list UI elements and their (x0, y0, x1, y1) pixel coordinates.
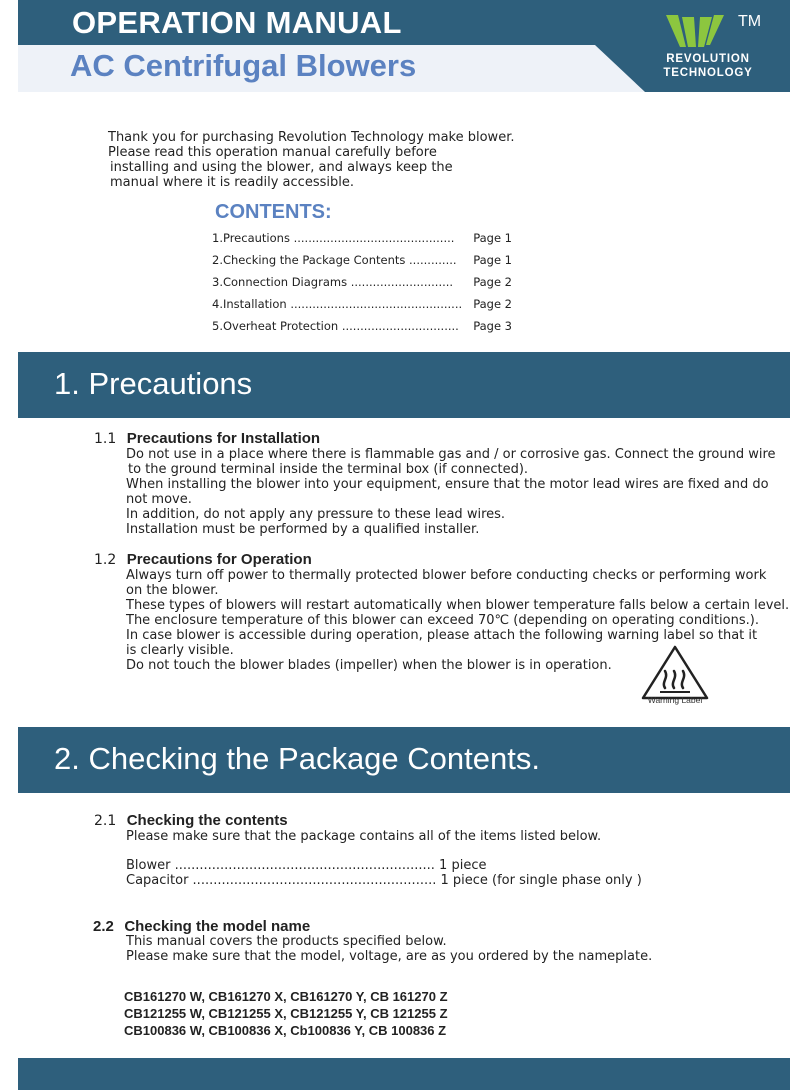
toc-item-page: Page 2 (473, 297, 512, 311)
intro-line: installing and using the blower, and always keep the (110, 160, 453, 175)
paragraph-line: Installation must be performed by a qualified installer. (126, 522, 480, 537)
paragraph-line: Please make sure that the model, voltage, are as you ordered by the nameplate. (126, 949, 653, 964)
toc-item-page: Page 1 (473, 231, 512, 245)
paragraph-line: Do not use in a place where there is flammable gas and / or corrosive gas. Connect the ground wire (126, 447, 776, 462)
toc-item-label: 3.Connection Diagrams ............................ (212, 275, 454, 289)
paragraph-line: This manual covers the products specified below. (126, 934, 447, 949)
subsection-number: 1.1 (94, 431, 117, 447)
toc-item-page: Page 3 (473, 319, 512, 333)
table-of-contents (212, 229, 512, 339)
intro-paragraph (108, 130, 548, 190)
toc-item-precautions[interactable] (212, 229, 512, 251)
paragraph-line: is clearly visible. (126, 643, 234, 658)
warning-label-caption: Warning Label (647, 695, 703, 705)
section-1-title: 1. Precautions (54, 366, 253, 401)
logo-line-revolution: REVOLUTION (666, 53, 750, 65)
section-1-banner (18, 352, 790, 418)
package-contents-intro: Please make sure that the package contains all of the items listed below. (126, 829, 602, 844)
trademark-mark: TM (738, 13, 762, 30)
list-item: Capacitor ........................................................... 1 piece (for single phase only ) (126, 873, 642, 888)
model-name-text (126, 934, 652, 964)
contents-heading: CONTENTS: (215, 201, 332, 223)
toc-item-installation[interactable] (212, 295, 512, 317)
subsection-number: 2.1 (94, 813, 117, 829)
list-item: Blower ............................................................... 1 piece (126, 858, 487, 873)
manual-title: OPERATION MANUAL (72, 5, 402, 40)
toc-item-overheat-protection[interactable] (212, 317, 512, 339)
section-2-title: 2. Checking the Package Contents. (54, 741, 540, 776)
subsection-2-2-heading (93, 918, 310, 935)
subsection-2-1-heading (94, 812, 288, 829)
paragraph-line: Do not touch the blower blades (impeller) when the blower is in operation. (126, 658, 612, 673)
subsection-1-1-heading (94, 430, 320, 447)
toc-item-label: 4.Installation ............................................... (212, 297, 463, 311)
paragraph-line: on the blower. (126, 583, 219, 598)
toc-item-package-contents[interactable] (212, 251, 512, 273)
toc-item-page: Page 1 (473, 253, 512, 267)
intro-line: Please read this operation manual carefully before (108, 145, 437, 160)
paragraph-line: The enclosure temperature of this blower can exceed 70℃ (depending on operating conditions.). (126, 613, 759, 628)
subsection-title: Checking the model name (124, 918, 311, 935)
revolution-leaf-logo-icon (666, 13, 724, 51)
paragraph-line: These types of blowers will restart automatically when blower temperature falls below a certain level. (126, 598, 790, 613)
paragraph-line: In case blower is accessible during operation, please attach the following warning label so that it (126, 628, 758, 643)
intro-line: manual where it is readily accessible. (110, 175, 354, 190)
section-2-banner (18, 727, 790, 793)
model-row: CB161270 W, CB161270 X, CB161270 Y, CB 161270 Z (124, 989, 448, 1004)
manual-subtitle: AC Centrifugal Blowers (70, 48, 417, 83)
installation-precautions-text (126, 447, 776, 537)
company-logo-text (632, 52, 784, 80)
toc-item-label: 1.Precautions ............................................ (212, 231, 455, 245)
toc-item-connection-diagrams[interactable] (212, 273, 512, 295)
package-items-list (126, 858, 642, 888)
paragraph-line: In addition, do not apply any pressure to these lead wires. (126, 507, 506, 522)
paragraph-line: Always turn off power to thermally protected blower before conducting checks or performing work (126, 568, 767, 583)
toc-item-page: Page 2 (473, 275, 512, 289)
subsection-title: Precautions for Operation (126, 551, 312, 568)
subsection-title: Checking the contents (126, 812, 288, 829)
model-row: CB121255 W, CB121255 X, CB121255 Y, CB 121255 Z (124, 1006, 448, 1021)
paragraph-line: to the ground terminal inside the terminal box (if connected). (128, 462, 529, 477)
model-row: CB100836 W, CB100836 X, Cb100836 Y, CB 100836 Z (124, 1023, 447, 1038)
paragraph-line: When installing the blower into your equipment, ensure that the motor lead wires are fixed and do (126, 477, 769, 492)
intro-line: Thank you for purchasing Revolution Technology make blower. (108, 130, 515, 145)
subsection-1-2-heading (94, 551, 312, 568)
paragraph-line: not move. (126, 492, 192, 507)
model-list (124, 988, 448, 1039)
subsection-number: 1.2 (94, 552, 117, 568)
logo-line-technology: TECHNOLOGY (663, 67, 753, 79)
subsection-number: 2.2 (93, 918, 114, 935)
toc-item-label: 2.Checking the Package Contents ............. (212, 253, 457, 267)
subsection-title: Precautions for Installation (126, 430, 321, 447)
next-section-banner (18, 1058, 790, 1090)
toc-item-label: 5.Overheat Protection ................................ (212, 319, 459, 333)
